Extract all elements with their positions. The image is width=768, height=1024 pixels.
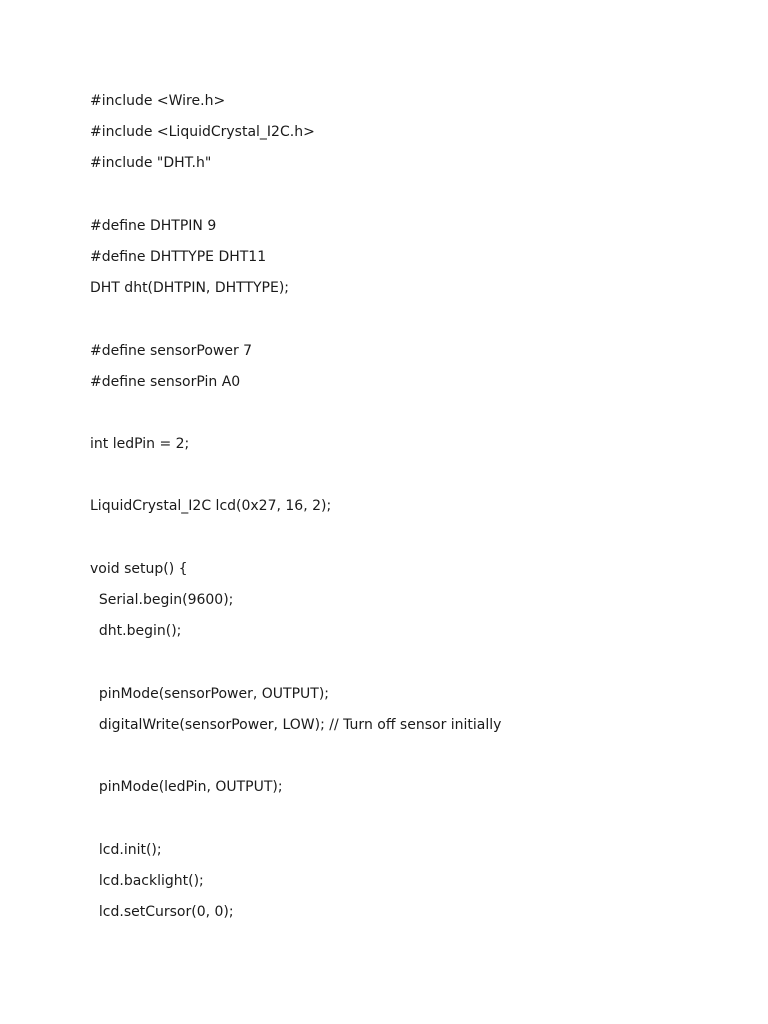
code-line-serial-begin: Serial.begin(9600); <box>90 592 234 608</box>
code-line-define-sensor-pin: #define sensorPin A0 <box>90 373 241 390</box>
code-line-define-dhtpin: #define DHTPIN 9 <box>90 217 217 234</box>
code-line-blank <box>90 523 730 554</box>
code-line-lcd-set-cursor: lcd.setCursor(0, 0); <box>90 903 234 920</box>
code-line-lcd-object: LiquidCrystal_I2C lcd(0x27, 16, 2); <box>90 498 332 515</box>
code-line-dht-object: DHT dht(DHTPIN, DHTTYPE); <box>90 280 290 297</box>
code-line-include-lcd: #include <LiquidCrystal_I2C.h> <box>90 124 315 141</box>
code-line-blank <box>90 741 730 772</box>
code-line-blank <box>90 398 730 429</box>
code-line-include-wire: #include <Wire.h> <box>90 93 226 109</box>
code-line-digitalwrite-sensor: digitalWrite(sensorPower, LOW); // Turn off sensor initially <box>90 716 502 733</box>
code-line-define-sensor-power: #define sensorPower 7 <box>90 342 253 359</box>
code-line-blank <box>90 460 730 491</box>
code-line-include-dht: #include "DHT.h" <box>90 155 212 172</box>
code-line-blank <box>90 803 730 834</box>
code-listing <box>90 86 730 928</box>
code-line-blank <box>90 304 730 335</box>
code-line-lcd-backlight: lcd.backlight(); <box>90 872 204 889</box>
code-line-pinmode-led: pinMode(ledPin, OUTPUT); <box>90 779 283 796</box>
code-line-dht-begin: dht.begin(); <box>90 623 182 640</box>
code-line-setup-start: void setup() { <box>90 560 188 577</box>
code-line-blank <box>90 647 730 678</box>
code-line-led-pin: int ledPin = 2; <box>90 436 190 453</box>
code-line-pinmode-sensor: pinMode(sensorPower, OUTPUT); <box>90 685 330 702</box>
code-line-lcd-init: lcd.init(); <box>90 841 162 858</box>
code-line-blank <box>90 180 730 211</box>
code-line-define-dhttype: #define DHTTYPE DHT11 <box>90 248 267 265</box>
